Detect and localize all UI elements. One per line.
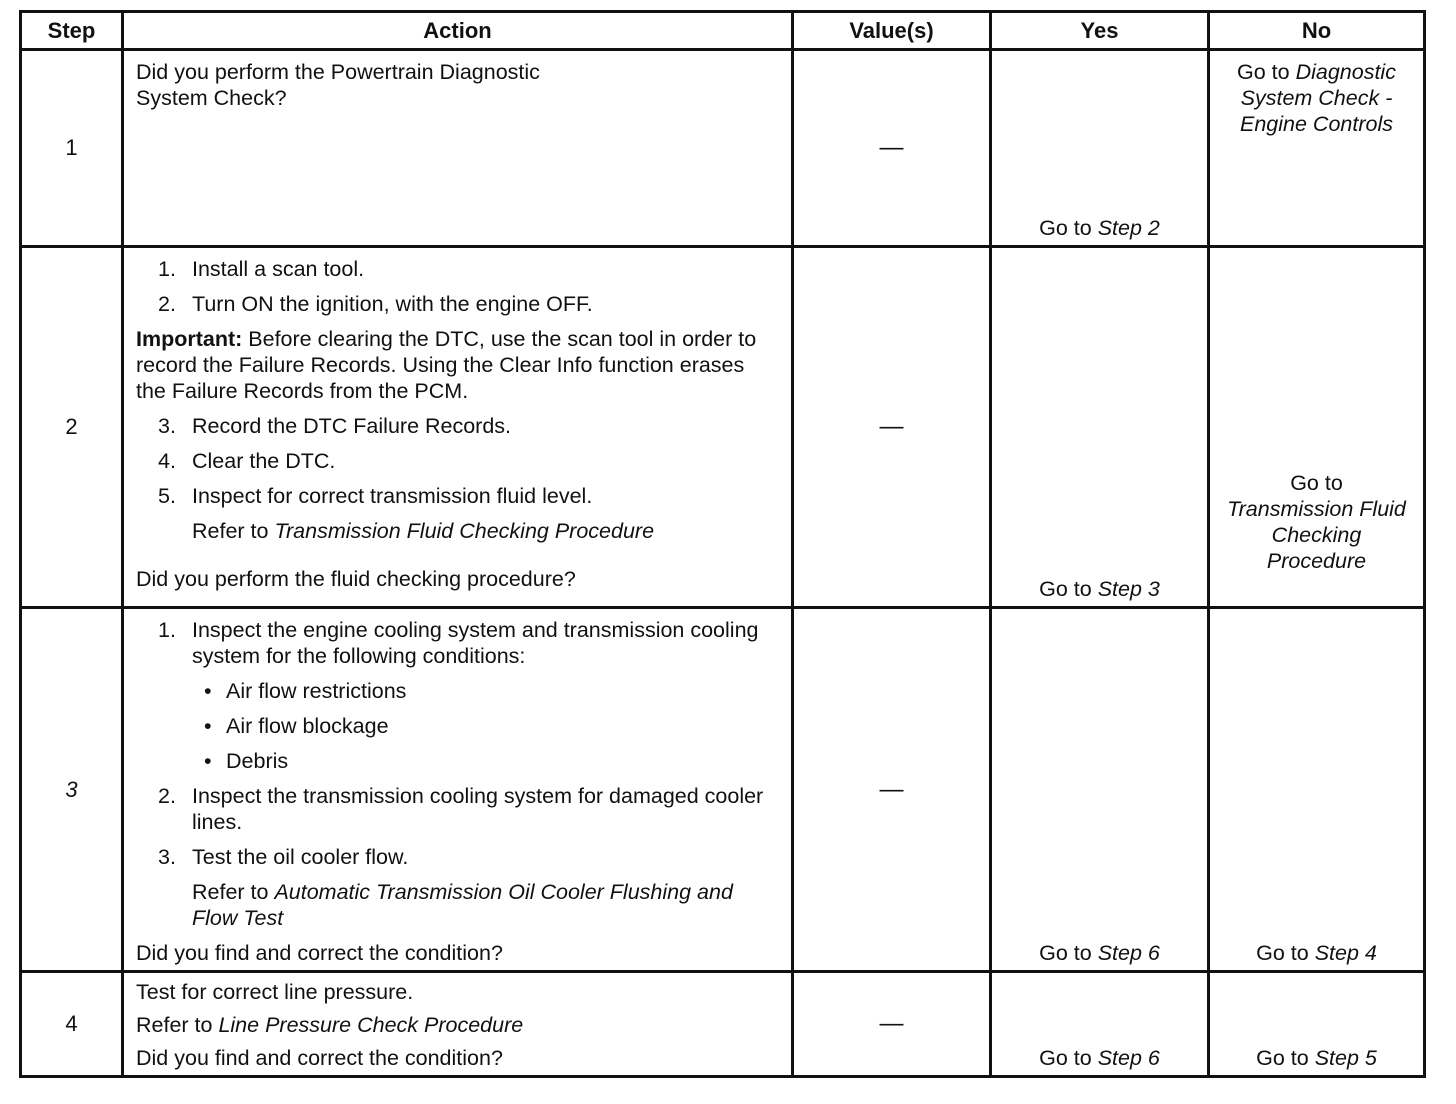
yes-cell [991,972,1209,1077]
no-goto [1210,470,1423,574]
list-item: 5. Inspect for correct transmission fluid level. Refer to Transmission Fluid Checking Procedure [136,483,779,544]
yes-goto [992,576,1207,602]
no-goto [1210,1045,1423,1071]
goto-target: Step 2 [1097,216,1160,240]
yes-cell [991,608,1209,972]
no-goto [1210,51,1423,137]
condition-list [192,678,779,774]
action-text: Test for correct line pressure. [136,980,414,1004]
action-text: System Check? [136,86,287,110]
list-item: • Debris [192,748,779,774]
no-cell [1209,608,1425,972]
action-text: Did you perform the Powertrain Diagnostic [136,60,540,84]
refer-link: Line Pressure Check Procedure [218,1013,524,1037]
action-cell [123,50,793,247]
important-note [136,326,779,404]
list-item: 4. Clear the DTC. [158,449,336,473]
action-cell [123,972,793,1077]
list-item: 3. Record the DTC Failure Records. [158,414,512,438]
important-text: Before clearing the DTC, use the scan tool in order to record the Failure Records. Using the Clear Info function erases the Failure Records from the PCM. [136,327,757,403]
table-row [21,972,1425,1077]
goto-prefix: Go to [1256,941,1315,965]
goto-prefix: Go to [1039,941,1098,965]
value-cell: — [793,50,991,247]
goto-target: Diagnostic System Check - Engine Controls [1240,60,1396,136]
goto-target: Step 3 [1097,577,1160,601]
goto-target: Transmission Fluid Checking Procedure [1227,497,1406,573]
list-item: • Air flow blockage [192,713,779,739]
refer-link: Automatic Transmission Oil Cooler Flushing and Flow Test [192,880,733,930]
goto-target: Step 6 [1097,1046,1160,1070]
table-row [21,247,1425,608]
goto-prefix: Go to [1290,471,1343,495]
yes-goto [992,215,1207,241]
list-item: 2. Inspect the transmission cooling system for damaged cooler lines. [158,784,764,834]
diagnostic-table [19,10,1426,1078]
value-cell: — [793,247,991,608]
action-steps [136,413,779,544]
goto-prefix: Go to [1039,216,1098,240]
step-number: 3 [21,608,123,972]
no-cell [1209,50,1425,247]
goto-prefix: Go to [1237,60,1296,84]
step-number: 4 [21,972,123,1077]
question-text: Did you find and correct the condition? [136,1046,503,1070]
header-yes: Yes [991,12,1209,50]
goto-prefix: Go to [1039,1046,1098,1070]
value-cell: — [793,608,991,972]
goto-target: Step 4 [1314,941,1377,965]
action-cell [123,247,793,608]
step-number: 2 [21,247,123,608]
important-label: Important: [136,327,243,351]
header-action: Action [123,12,793,50]
question-text: Did you find and correct the condition? [136,941,503,965]
no-cell [1209,972,1425,1077]
yes-cell [991,50,1209,247]
goto-target: Step 5 [1314,1046,1377,1070]
header-values: Value(s) [793,12,991,50]
step-number: 1 [21,50,123,247]
no-goto [1210,940,1423,966]
header-step: Step [21,12,123,50]
goto-prefix: Go to [1256,1046,1315,1070]
refer-link: Transmission Fluid Checking Procedure [274,519,655,543]
header-row [21,12,1425,50]
table-row [21,50,1425,247]
refer-line: Refer to Automatic Transmission Oil Cooler Flushing and Flow Test [192,880,733,930]
refer-line: Refer to Line Pressure Check Procedure [136,1013,524,1037]
goto-target: Step 6 [1097,941,1160,965]
yes-goto [992,940,1207,966]
question-text: Did you perform the fluid checking procedure? [136,567,576,591]
list-item: 2. Turn ON the ignition, with the engine OFF. [158,292,593,316]
list-item: 1. Inspect the engine cooling system and transmission cooling system for the following conditions: • Air flow restrictions • Air flow blockage • Debris [136,617,779,774]
action-steps [136,256,779,317]
header-no: No [1209,12,1425,50]
action-cell [123,608,793,972]
no-cell [1209,247,1425,608]
yes-cell [991,247,1209,608]
action-steps [136,617,779,931]
refer-line: Refer to Transmission Fluid Checking Procedure [192,519,655,543]
list-item: • Air flow restrictions [192,678,779,704]
list-item: 3. Test the oil cooler flow. Refer to Automatic Transmission Oil Cooler Flushing and Flow Test [136,844,779,931]
value-cell: — [793,972,991,1077]
goto-prefix: Go to [1039,577,1098,601]
yes-goto [992,1045,1207,1071]
list-item: 1. Install a scan tool. [158,257,365,281]
table-row [21,608,1425,972]
